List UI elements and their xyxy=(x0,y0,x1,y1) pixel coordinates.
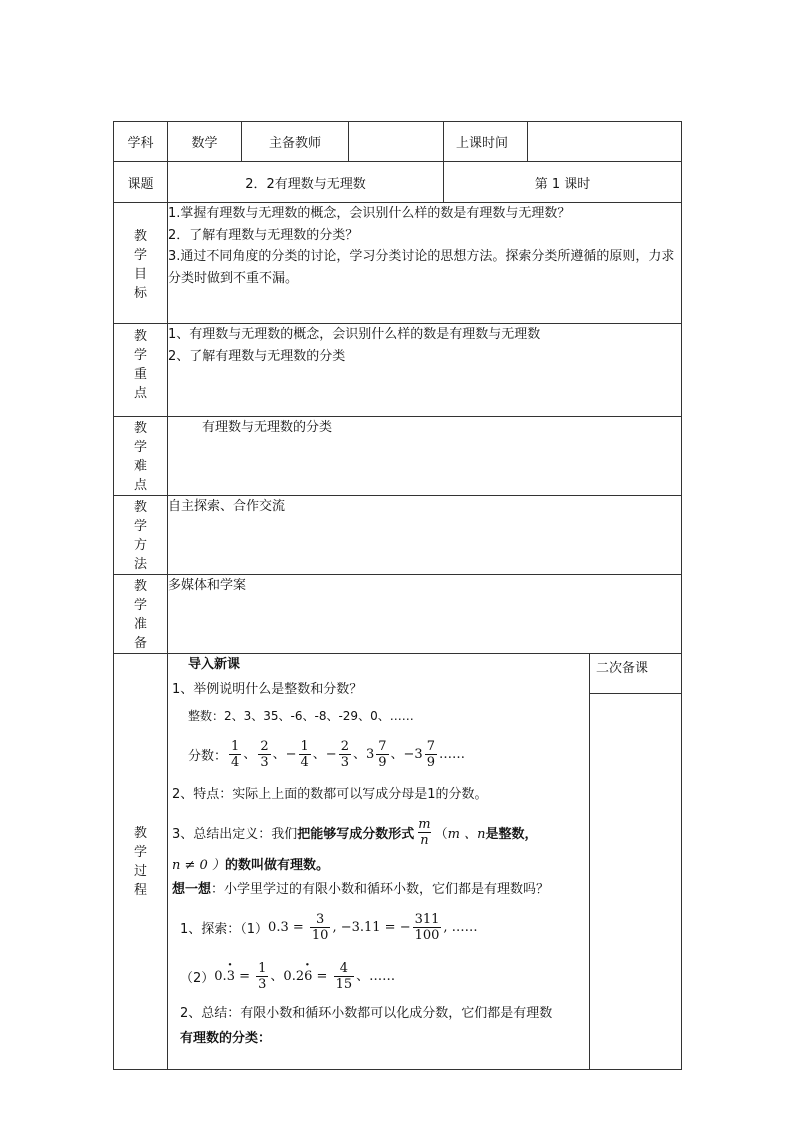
methods-content: 自主探索、合作交流 xyxy=(168,496,682,575)
class-time-label: 上课时间 xyxy=(444,122,528,162)
lesson-plan-table xyxy=(113,121,682,1070)
preparation-content: 多媒体和学案 xyxy=(168,575,682,654)
key-points-content xyxy=(168,324,682,417)
secondary-prep-label: 二次备课 xyxy=(590,654,681,694)
intro-title: 导入新课 xyxy=(188,657,241,672)
class-time-value xyxy=(528,122,682,162)
key-point-item: 1、有理数与无理数的概念，会识别什么样的数是有理数与无理数 xyxy=(168,327,541,342)
classify-title: 有理数的分类： xyxy=(180,1031,272,1046)
definition-line: 3、总结出定义：我们 把能够写成分数形式 $\frac{m}{n}$ （ m 、n 是整数， xyxy=(172,816,538,848)
feature-line: 2、特点：实际上上面的数都可以写成分母是1的分数。 xyxy=(172,787,488,802)
topic-value: 2．2有理数与无理数 xyxy=(168,162,444,203)
explore-line-2: （2） 0.· 3 = $\frac{1}{3}$ 、0.2· 6 = $\frac{4}{15}$ 、…… xyxy=(172,952,585,1000)
objectives-content xyxy=(168,203,682,324)
objective-item: 3.通过不同角度的分类的讨论，学习分类讨论的思想方法。探索分类所遵循的原则，力求分类时做到不重不漏。 xyxy=(168,249,675,286)
objective-item: 2．了解有理数与无理数的分类？ xyxy=(168,227,359,243)
key-points-label: 教 学 重 点 xyxy=(114,324,168,417)
summary-line: 2、总结：有限小数和循环小数都可以化成分数，它们都是有理数 xyxy=(180,1006,553,1021)
secondary-prep-cell xyxy=(590,654,682,1070)
key-point-item: 2、了解有理数与无理数的分类 xyxy=(168,348,346,364)
integers-line: 整数：2、3、35、-6、-8、-29、0、…… xyxy=(188,709,414,723)
process-content xyxy=(168,654,590,1070)
question-1: 1、举例说明什么是整数和分数？ xyxy=(172,682,363,697)
teacher-value xyxy=(349,122,444,162)
period-value: 第 1 课时 xyxy=(444,162,682,203)
think-line: 想一想：小学里学过的有限小数和循环小数，它们都是有理数吗？ xyxy=(172,882,550,897)
definition-line-2: n ≠ 0 ）的数叫做有理数。 xyxy=(172,858,329,873)
teacher-label: 主备教师 xyxy=(242,122,349,162)
fractions-line: 分数： $\frac{1}{4}$ 、 $\frac{2}{3}$ 、− $\frac{1}{4}$ 、− $\frac{2}{3}$ 、3 $\frac{7}{9}$ 、−3 $\frac{7}{9}$ …… xyxy=(188,738,465,770)
objectives-label: 教 学 目 标 xyxy=(114,203,168,324)
subject-label: 学科 xyxy=(114,122,168,162)
topic-label: 课题 xyxy=(114,162,168,203)
preparation-label: 教 学 准 备 xyxy=(114,575,168,654)
explore-line-1: 1、探索：（1） 0.3 = $\frac{3}{10}$ , −3.11 = − $\frac{311}{100}$ , …… xyxy=(180,911,478,943)
difficulties-content: 有理数与无理数的分类 xyxy=(168,417,682,496)
process-label: 教 学 过 程 xyxy=(114,654,168,1070)
fraction-list: $\frac{1}{4}$ 、 $\frac{2}{3}$ 、− $\frac{1}{4}$ 、− $\frac{2}{3}$ 、3 $\frac{7}{9}$ 、−3 $\frac{7}{9}$ …… xyxy=(231,738,465,770)
methods-label: 教 学 方 法 xyxy=(114,496,168,575)
difficulties-label: 教 学 难 点 xyxy=(114,417,168,496)
objective-item: 1.掌握有理数与无理数的概念，会识别什么样的数是有理数与无理数？ xyxy=(168,206,571,221)
subject-value: 数学 xyxy=(168,122,242,162)
